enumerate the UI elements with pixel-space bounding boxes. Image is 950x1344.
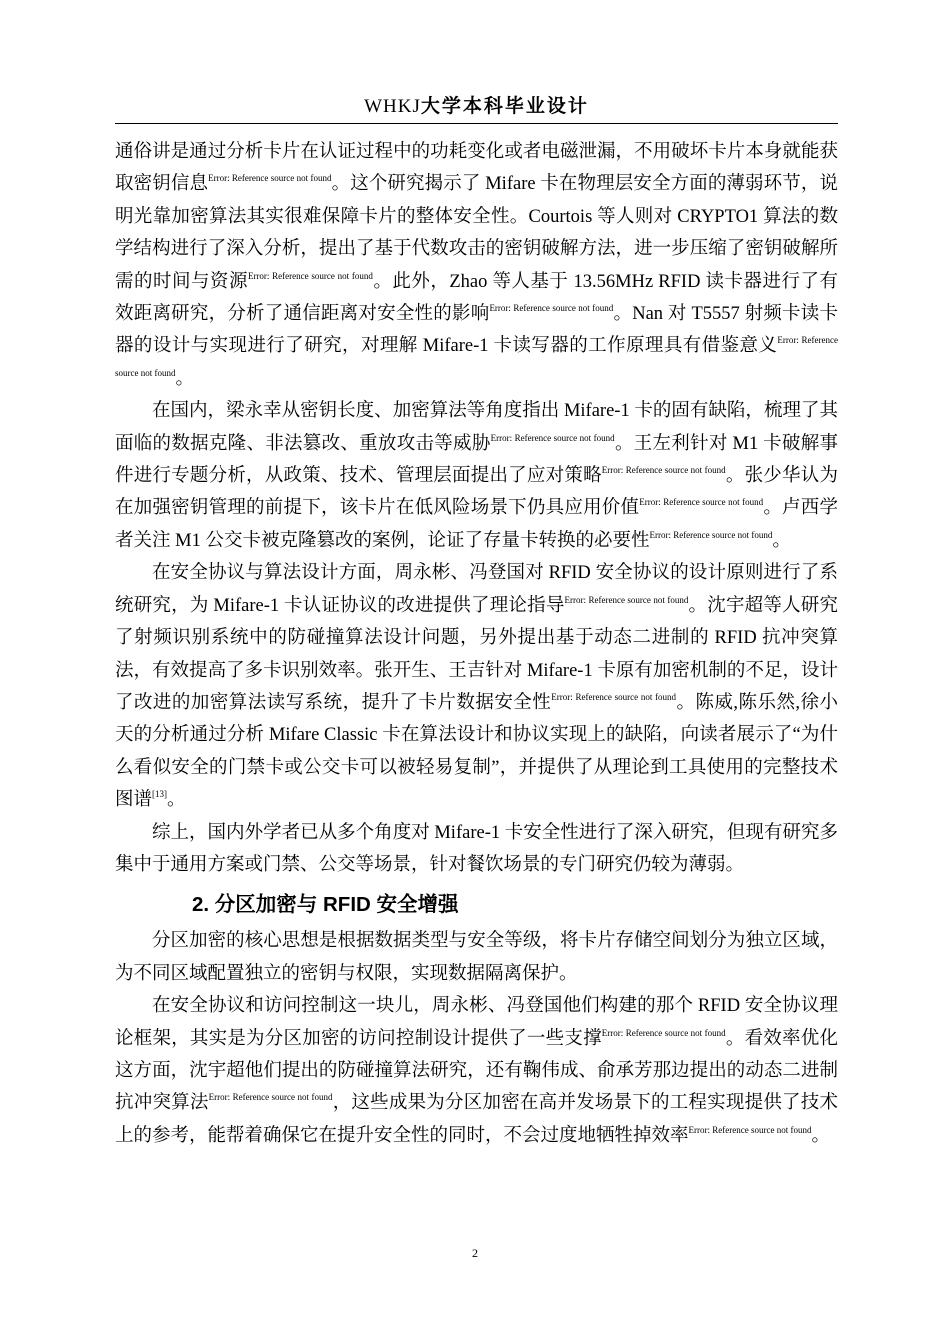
paragraph-3: 在安全协议与算法设计方面，周永彬、冯登国对 RFID 安全协议的设计原则进行了系统研究，为 Mifare-1 卡认证协议的改进提供了理论指导$^{Error: Reference source not found}$。沈宇超等人研究了射频识别系统中的防碰撞算法设计问题，另外提出基于动态二进制的 RFID 抗冲突算法，有效提高了多卡识别效率。张开生、王吉针对 Mifare-1 卡原有加密机制的不足，设计了改进的加密算法读写系统，提升了卡片数据安全性$^{Error: Reference source not found}$。陈威,陈乐然,徐小天的分析通过分析 Mifare Classic 卡在算法设计和协议实现上的缺陷，向读者展示了“为什么看似安全的门禁卡或公交卡可以被轻易复制”，并提供了从理论到工具使用的完整技术图谱[13]。	[115, 563, 838, 811]
citation-ref: Error: Reference source not found	[564, 594, 689, 605]
header-prefix: WHKJ	[364, 96, 421, 117]
citation-ref: Error: Reference source not found	[208, 173, 332, 184]
citation-ref: Error: Reference source not found	[247, 270, 373, 281]
page-body	[115, 136, 838, 1152]
header-title: 大学本科毕业设计	[420, 96, 589, 117]
citation-ref: Error: Reference source not found	[688, 1124, 812, 1135]
section-heading: 2. 分区加密与 RFID 安全增强	[192, 893, 459, 917]
page-number: 2	[472, 1246, 478, 1260]
paragraph-4: 综上，国内外学者已从多个角度对 Mifare-1 卡安全性进行了深入研究，但现有研究多集中于通用方案或门禁、公交等场景，针对餐饮场景的专门研究仍较为薄弱。	[115, 822, 838, 875]
citation-ref: Error: Reference source not found	[649, 529, 773, 540]
header-rule	[115, 123, 838, 124]
citation-ref: Error: Reference source not found	[601, 465, 726, 476]
citation-ref: Error: Reference source not found	[115, 335, 838, 378]
paragraph-6: 在安全协议和访问控制这一块儿，周永彬、冯登国他们构建的那个 RFID 安全协议理论框架，其实是为分区加密的访问控制设计提供了一些支撑$^{Error: Reference source not found}$。看效率优化这方面，沈宇超他们提出的防碰撞算法研究，还有鞠伟成、俞承芳那边提出的动态二进制抗冲突算法$^{Error: Reference source not found}$，这些成果为分区加密在高并发场景下的工程实现提供了技术上的参考，能帮着确保它在提升安全性的同时，不会过度地牺牲掉效率$^{Error: Reference source not found}$。	[115, 996, 838, 1146]
citation-ref: Error: Reference source not found	[208, 1092, 333, 1103]
page-header	[115, 94, 838, 120]
paragraph-2: 在国内，梁永幸从密钥长度、加密算法等角度指出 Mifare-1 卡的固有缺陷，梳理了其面临的数据克隆、非法篡改、重放攻击等威胁$^{Error: Reference source not found}$。王左利针对 M1 卡破解事件进行专题分析，从政策、技术、管理层面提出了应对策略$^{Error: Reference source not found}$。张少华认为在加强密钥管理的前提下，该卡片在低风险场景下仍具应用价值$^{Error: Reference source not found}$。卢西学者关注 M1 公交卡被克隆篡改的案例，论证了存量卡转换的必要性$^{Error: Reference source not found}$。	[115, 401, 838, 551]
citation-ref-13: [13]	[152, 789, 168, 800]
paragraph-1: 通俗讲是通过分析卡片在认证过程中的功耗变化或者电磁泄漏，不用破坏卡片本身就能获取密钥信息$^{Error: Reference source not found}$。这个研究揭示了 Mifare 卡在物理层安全方面的薄弱环节，说明光靠加密算法其实很难保障卡片的整体安全性。Courtois 等人则对 CRYPTO1 算法的数学结构进行了深入分析，提出了基于代数攻击的密钥破解方法，进一步压缩了密钥破解所需的时间与资源$^{Error: Reference source not found}$。此外，Zhao 等人基于 13.56MHz RFID 读卡器进行了有效距离研究，分析了通信距离对安全性的影响$^{Error: Reference source not found}$。Nan 对 T5557 射频卡读卡器的设计与实现进行了研究，对理解 Mifare-1 卡读写器的工作原理具有借鉴意义$^{Error: Reference source not found}$。	[115, 142, 838, 389]
citation-ref: Error: Reference source not found	[490, 432, 615, 443]
citation-ref: Error: Reference source not found	[639, 497, 764, 508]
paragraph-5: 分区加密的核心思想是根据数据类型与安全等级，将卡片存储空间划分为独立区域，为不同区域配置独立的密钥与权限，实现数据隔离保护。	[115, 931, 838, 984]
citation-ref: Error: Reference source not found	[601, 1027, 726, 1038]
citation-ref: Error: Reference source not found	[551, 691, 677, 702]
citation-ref: Error: Reference source not found	[489, 303, 614, 314]
